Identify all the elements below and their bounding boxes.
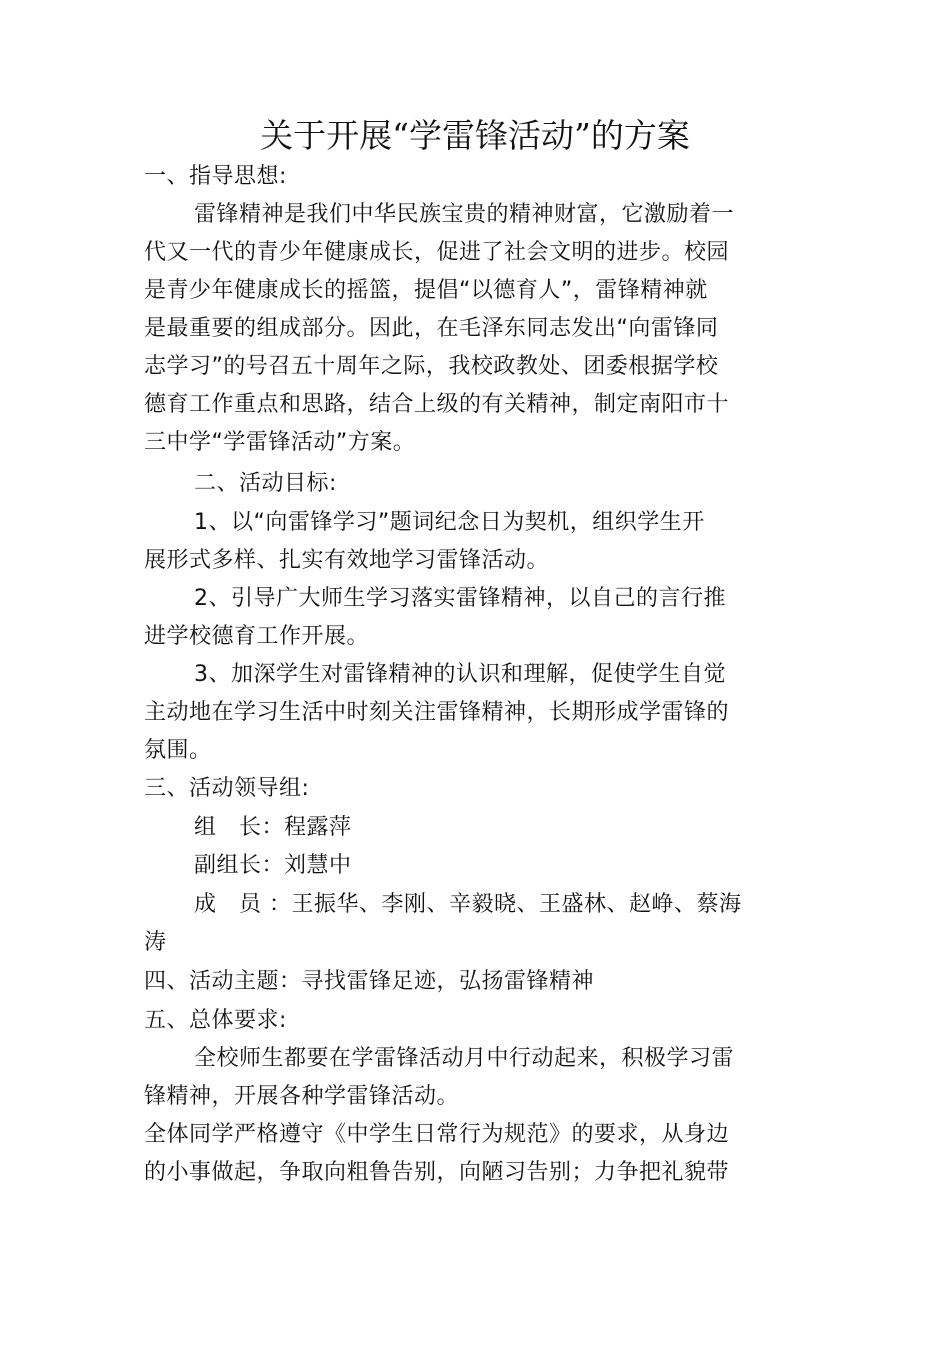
goal-item-2: 2、引导广大师生学习落实雷锋精神，以自己的言行推 (194, 586, 726, 611)
paragraph-line: 雷锋精神是我们中华民族宝贵的精神财富，它激励着一 (194, 202, 735, 227)
section-heading-theme: 四、活动主题：寻找雷锋足迹，弘扬雷锋精神 (144, 969, 595, 994)
paragraph-line: 展形式多样、扎实有效地学习雷锋活动。 (144, 548, 550, 573)
paragraph-line: 进学校德育工作开展。 (144, 624, 370, 649)
paragraph-line: 的小事做起，争取向粗鲁告别，向陋习告别；力争把礼貌带 (144, 1160, 730, 1185)
paragraph-line: 氛围。 (144, 738, 212, 763)
goal-item-1: 1、以“向雷锋学习”题词纪念日为契机，组织学生开 (194, 510, 705, 535)
paragraph-line: 是青少年健康成长的摇篮，提倡“以德育人”，雷锋精神就 (144, 278, 708, 303)
leader-line: 组 长：程露萍 (194, 815, 352, 840)
paragraph-line: 德育工作重点和思路，结合上级的有关精神，制定南阳市十 (144, 392, 730, 417)
paragraph-line: 涛 (144, 930, 167, 955)
members-line: 成 员 ：王振华、李刚、辛毅晓、王盛林、赵峥、蔡海 (194, 892, 742, 917)
vice-leader-line: 副组长：刘慧中 (194, 853, 352, 878)
paragraph-line: 是最重要的组成部分。因此，在毛泽东同志发出“向雷锋同 (144, 316, 719, 341)
goal-item-3: 3、加深学生对雷锋精神的认识和理解，促使学生自觉 (194, 662, 726, 687)
paragraph-line: 三中学“学雷锋活动”方案。 (144, 430, 416, 455)
document-title: 关于开展“学雷锋活动”的方案 (260, 116, 690, 155)
section-heading-leadership: 三、活动领导组: (144, 776, 310, 801)
section-heading-guiding-thought: 一、指导思想: (144, 164, 287, 189)
section-heading-requirements: 五、总体要求: (144, 1008, 287, 1033)
paragraph-line: 主动地在学习生活中时刻关注雷锋精神，长期形成学雷锋的 (144, 700, 730, 725)
paragraph-line: 代又一代的青少年健康成长，促进了社会文明的进步。校园 (144, 240, 730, 265)
paragraph-line: 全体同学严格遵守《中学生日常行为规范》的要求，从身边 (144, 1122, 730, 1147)
section-heading-goals: 二、活动目标: (194, 471, 337, 496)
paragraph-line: 锋精神，开展各种学雷锋活动。 (144, 1084, 460, 1109)
paragraph-line: 全校师生都要在学雷锋活动月中行动起来，积极学习雷 (194, 1046, 735, 1071)
paragraph-line: 志学习”的号召五十周年之际，我校政教处、团委根据学校 (144, 354, 719, 379)
